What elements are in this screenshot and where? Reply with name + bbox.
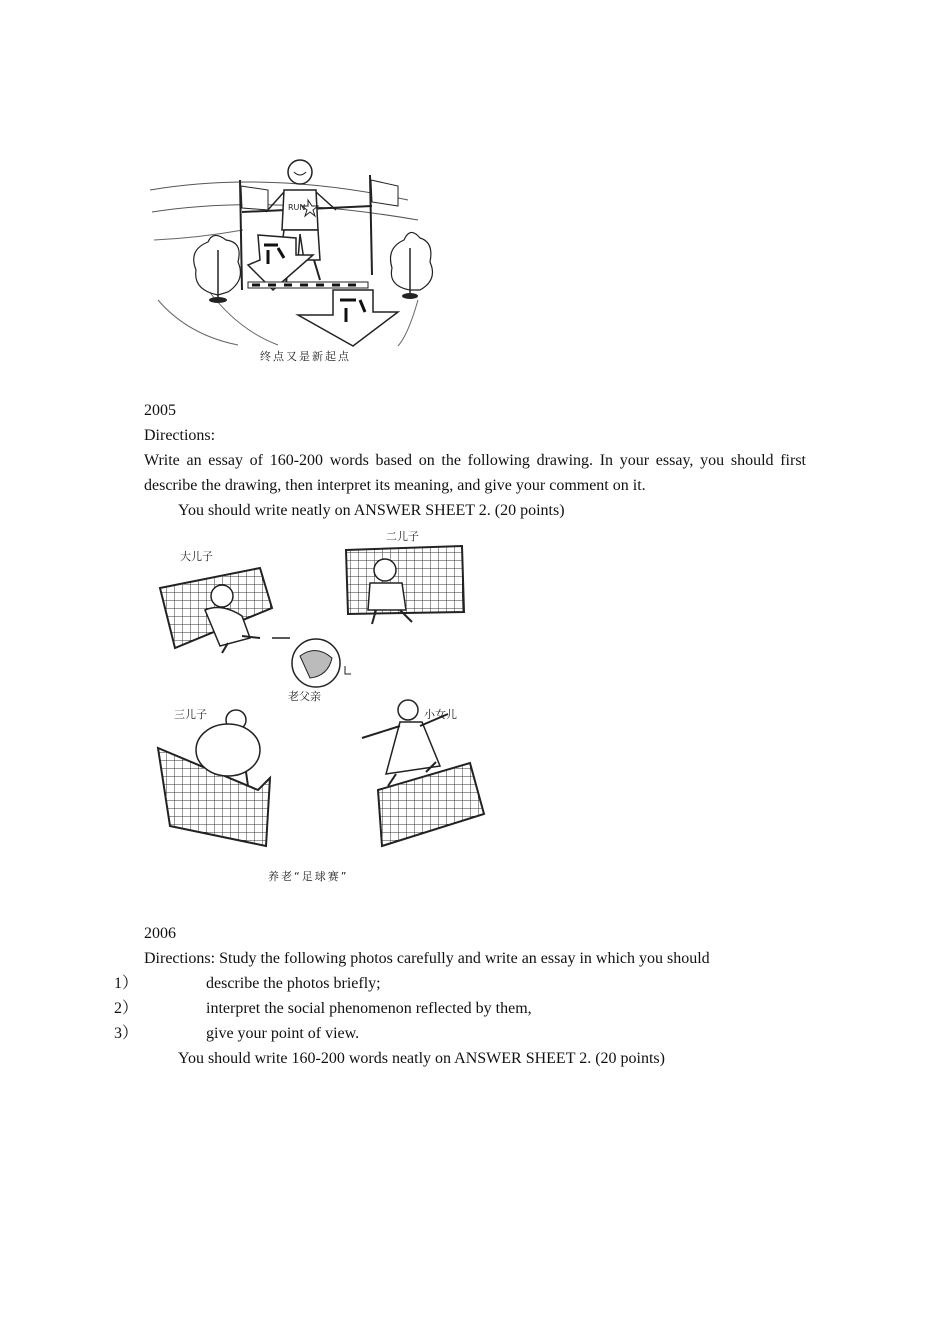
year-2006: 2006 — [144, 925, 176, 942]
label-youngest-daughter: 小女儿 — [424, 708, 457, 721]
answer-sheet-note-2005: You should write neatly on ANSWER SHEET 2. (20 points) — [178, 502, 565, 519]
list-number: 1） — [114, 975, 139, 992]
label-third-son: 三儿子 — [174, 708, 207, 721]
answer-sheet-note-2006: You should write 160-200 words neatly on ANSWER SHEET 2. (20 points) — [178, 1050, 665, 1067]
list-item: interpret the social phenomenon reflected by them, — [206, 1000, 532, 1017]
label-father: 老父亲 — [288, 690, 321, 703]
arrow-icon — [298, 290, 398, 346]
ball-father-icon — [272, 638, 351, 687]
directions-2006: Directions: Study the following photos carefully and write an essay in which you should — [144, 950, 710, 967]
label-second-son: 二儿子 — [386, 530, 419, 543]
list-number: 3） — [114, 1025, 139, 1042]
pension-football-drawing — [150, 528, 490, 858]
label-eldest-son: 大儿子 — [180, 550, 213, 563]
figure2-caption: 养老“足球赛” — [268, 870, 349, 883]
list-number: 2） — [114, 1000, 139, 1017]
directions-label: Directions: — [144, 427, 216, 444]
year-2005: 2005 — [144, 402, 176, 419]
finish-line-drawing — [148, 150, 438, 350]
list-item: give your point of view. — [206, 1025, 360, 1042]
svg-text:RUN: RUN — [288, 203, 306, 212]
list-item: describe the photos briefly; — [206, 975, 381, 992]
essay-instructions-2005: Write an essay of 160-200 words based on the following drawing. In your essay, you should first describe the drawing, then interpret its meaning, and give your comment on it. — [144, 452, 806, 494]
figure1-caption: 终点又是新起点 — [260, 350, 351, 363]
